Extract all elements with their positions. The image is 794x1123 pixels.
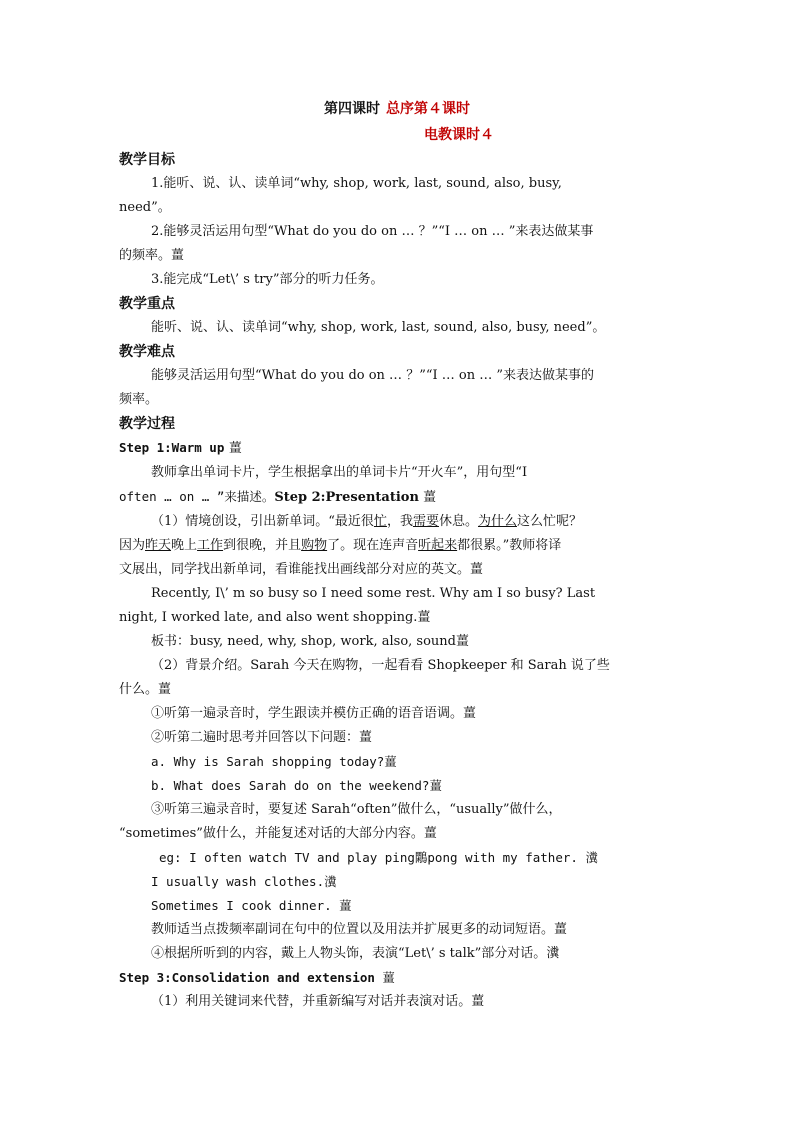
example-sentence-2: I usually wash clothes.瀵: [151, 874, 337, 889]
lesson-total-order: 总序第４课时: [386, 101, 470, 117]
heading-objectives: 教学目标: [119, 152, 175, 168]
lesson-number: 第四课时: [324, 101, 380, 117]
objective-2-line1: 2.能够灵活运用句型“What do you do on … ？”“I … on … ”来表达做某事: [151, 224, 594, 239]
english-translation-line1: Recently, I\’ m so busy so I need some rest. Why am I so busy? Last: [151, 586, 596, 601]
presentation-para2-line2: 什么。薑: [119, 682, 172, 697]
example-sentence-3: Sometimes I cook dinner. 薑: [151, 898, 352, 913]
presentation-para1-line2: 因为昨天晚上工作到很晚，并且购物了。现在连声音听起来都很累。”教师将译: [119, 538, 562, 553]
step3-item-1: （1）利用关键词来代替，并重新编写对话并表演对话。薑: [151, 994, 485, 1009]
lesson-title: [119, 96, 675, 122]
difficulties-line1: 能够灵活运用句型“What do you do on … ？”“I … on … ”来表达做某事的: [151, 368, 594, 383]
step1-heading: Step 1:Warm up 薑: [119, 440, 242, 456]
step3-heading: Step 3:Consolidation and extension 薑: [119, 970, 395, 985]
teacher-guidance: 教师适当点拨频率副词在句中的位置以及用法并扩展更多的动词短语。薑: [151, 922, 568, 937]
objective-1-line1: 1.能听、说、认、读单词“why, shop, work, last, sound, also, busy,: [151, 176, 562, 191]
key-points-text: 能听、说、认、读单词“why, shop, work, last, sound, also, busy, need”。: [151, 320, 606, 335]
listening-step-1: ①听第一遍录音时，学生跟读并模仿正确的语音语调。薑: [151, 706, 477, 721]
step1-text-line1: 教师拿出单词卡片，学生根据拿出的单词卡片“开火车”，用句型“I: [151, 465, 528, 480]
presentation-para2-line1: （2）背景介绍。Sarah 今天在购物，一起看看 Shopkeeper 和 Sarah 说了些: [151, 658, 610, 673]
listening-step-3-line1: ③听第三遍录音时，要复述 Sarah“often”做什么，“usually”做什么，: [151, 802, 562, 817]
listening-step-2: ②听第二遍时思考并回答以下问题：薑: [151, 730, 373, 745]
document-page: [119, 96, 675, 1014]
presentation-para1-line1: （1）情境创设，引出新单词。“最近很忙，我需要休息。为什么这么忙呢？: [151, 514, 583, 529]
objective-2-line2: 的频率。薑: [119, 248, 185, 263]
heading-difficulties: 教学难点: [119, 344, 175, 360]
step1-text-line2: often … on … ”来描述。Step 2:Presentation 薑: [119, 489, 437, 505]
lesson-subtitle: 电教课时４: [424, 127, 494, 143]
example-sentence-1: eg: I often watch TV and play ping鷴pong with my father. 瀵: [159, 850, 598, 865]
english-translation-line2: night, I worked late, and also went shopping.薑: [119, 610, 431, 625]
heading-process: 教学过程: [119, 416, 175, 432]
question-a: a. Why is Sarah shopping today?薑: [151, 754, 397, 769]
heading-key-points: 教学重点: [119, 296, 175, 312]
objective-3: 3.能完成“Let\’ s try”部分的听力任务。: [151, 272, 384, 287]
board-writing: 板书：busy, need, why, shop, work, also, sound薑: [151, 634, 469, 649]
objective-1-line2: need”。: [119, 200, 171, 215]
listening-step-3-line2: “sometimes”做什么，并能复述对话的大部分内容。薑: [119, 826, 437, 841]
presentation-para1-line3: 文展出，同学找出新单词，看谁能找出画线部分对应的英文。薑: [119, 562, 484, 577]
question-b: b. What does Sarah do on the weekend?薑: [151, 778, 442, 793]
difficulties-line2: 频率。: [119, 392, 159, 407]
listening-step-4: ④根据所听到的内容，戴上人物头饰，表演“Let\’ s talk”部分对话。瀵: [151, 946, 560, 961]
